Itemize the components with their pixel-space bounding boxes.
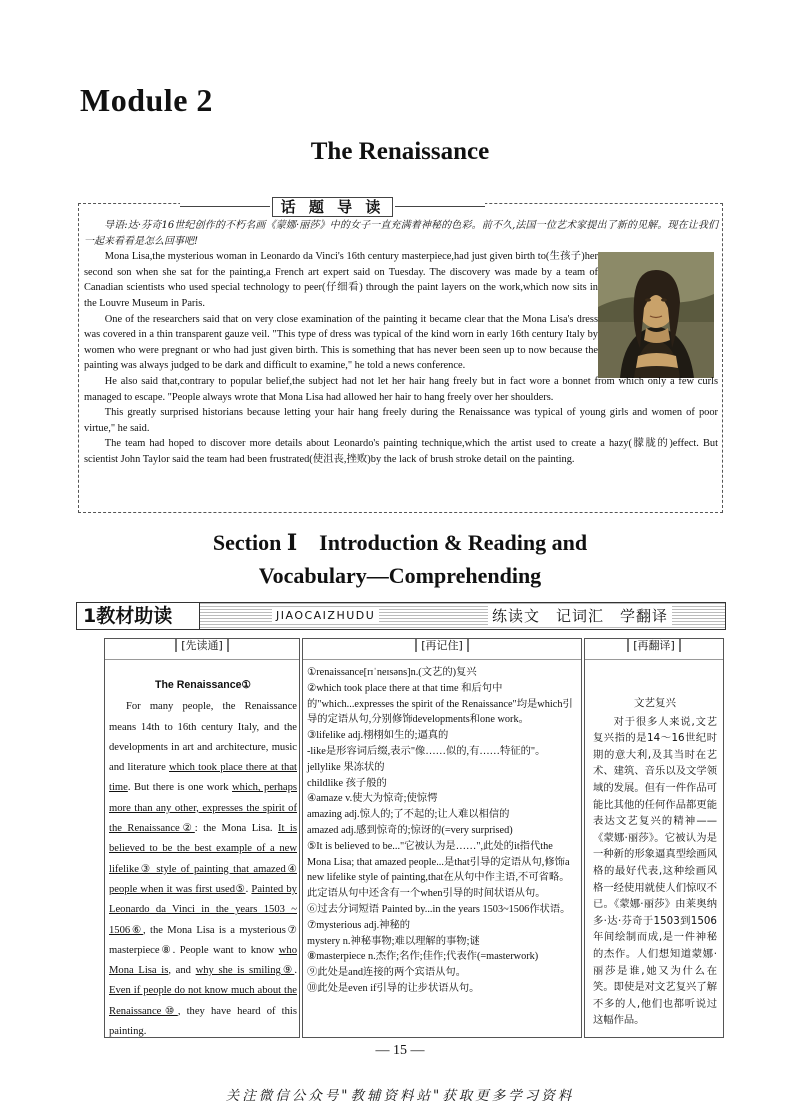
underlined-phrase: which took place there at that time [109,762,297,794]
translation-text [593,695,717,1029]
note-item: ⑤It is believed to be..."它被认为是……",此处的it指代the Mona Lisa; that amazed people...是that引导的定语从句,修饰a new lifelike style of painting,that在从句中作主语,不可省略。此定语从句中还含有一个when引导的时间状语从句。 [307,840,570,900]
topic-paragraph: The team had hoped to discover more details about Leonardo's painting technique,which the artist used to create a hazy(朦胧的)effect. But scientist John Taylor said the team had been frustrated(使沮丧,挫败)by the lack of brush stroke detail on the painting. [84,438,718,465]
note-item: ①renaissance[rɪˈneɪsəns]n.(文艺的)复兴 [307,667,477,678]
reading-text-segment: . [245,883,252,895]
note-item: ③lifelike adj.栩栩如生的;逼真的 [307,730,449,742]
note-item: ⑦mysterious adj.神秘的 [307,919,411,931]
topic-paragraph: Mona Lisa,the mysterious woman in Leonardo da Vinci's 16th century masterpiece,had just given birth to(生孩子)her second son when she sat for the painting,a French art expert said on Tuesday. The discovery was made by a team of Canadian scientists who used special technology to peer(仔细看) through the paint layers on the work,which now sits in the Louvre Museum in Paris. [84,251,598,309]
translation-column [584,638,724,1038]
banner-pinyin: JIAOCAIZHUDU [272,609,379,622]
note-item: mystery n.神秘事物;难以理解的事物;谜 [307,935,480,947]
translation-column-header: [再翻译] [627,639,681,652]
reading-text-segment: , they have heard of this painting. [109,1005,297,1038]
reading-text-segment: , and [168,965,196,977]
note-item: -like是形容词后缀,表示"像……似的,有……特征的"。 [307,745,546,757]
note-item: ⑨此处是and连接的两个宾语从句。 [307,967,467,979]
topic-intro-header-label: 话 题 导 读 [272,197,394,217]
footer-note: 关注微信公众号"教辅资料站"获取更多学习资料 [225,1088,575,1104]
underlined-phrase: Painted by Leonardo da Vinci in the years 1503 ~ 1506⑥ [109,883,297,936]
topic-paragraph: This greatly surprised historians because letting your hair hang freely during the Renaissance was typical of young girls and women of poor virtue," he said. [84,407,718,434]
topic-intro-header [180,196,485,218]
topic-paragraph: One of the researchers said that on very close examination of the painting it became clear that the Mona Lisa's dress was covered in a thin transparent gauze veil. "This type of dress was typical of the kind worn in early 16th century Italy by women who were pregnant or who had just given birth. This is something that has never been seen up to now because the painting was always judged to be dark and difficult to examine," he told a news conference. [84,313,598,372]
topic-intro-lead: 导语:达·芬奇16世纪创作的不朽名画《蒙娜·丽莎》中的女子一直充满着神秘的色彩。前不久,法国一位艺术家提出了新的见解。现在让我们一起来看看是怎么回事吧! [84,220,718,247]
note-item: ⑥过去分词短语 Painted by...in the years 1503~1506作状语。 [307,903,571,915]
underlined-phrase: why she is smiling⑨ [195,965,295,977]
note-item: ⑩此处是even if引导的让步状语从句。 [307,982,480,994]
note-item: childlike 孩子般的 [307,777,387,789]
underlined-phrase: which, perhaps more than any other, expresses the spirit of the Renaissance② [109,782,297,835]
page-number: — 15 — [375,1043,425,1058]
reading-passage [109,675,297,1042]
notes-column-header: [再记住] [415,639,469,652]
notes-column [302,638,582,1038]
reading-text-segment: , the Mona Lisa is a mysterious⑦ masterpiece⑧. People want to know [109,924,297,956]
note-item: amazed adj.感到惊奇的;惊讶的(=very surprised) [307,824,513,836]
reading-column-header: [先读通] [175,639,229,652]
note-item: amazing adj.惊人的;了不起的;让人难以相信的 [307,809,510,821]
underlined-phrase: It is believed to be the best example of a new lifelike③ style of painting that amazed④ people when it was first used⑤ [109,823,297,895]
reading-text-segment: . But there is one work [127,782,233,794]
reading-text-segment: . [294,965,297,977]
section-subtitle: Vocabulary—Comprehending [258,563,542,588]
module-title: Module 2 [80,82,213,118]
note-item: ⑧masterpiece n.杰作;名作;佳作;代表作(=masterwork) [307,951,539,963]
section-title: Section Ⅰ Introduction & Reading and [212,530,588,555]
underlined-phrase: Even if people do not know much about the Renaissance⑩ [109,985,297,1017]
translation-body: 对于很多人来说,文艺复兴指的是14～16世纪时期的意大利,及其当时在艺术、建筑、音乐以及文学领域的发展。但有一件作品可能比其他的任何作品都更能表达文艺复兴的精神——《蒙娜·丽莎》。它被认为是一种新的形象逼真型绘画风格的最好代表,这种绘画风格一经使用就使人们惊叹不已。《蒙娜·丽莎》由莱奥纳多·达·芬奇于1503到1506年间绘制而成,是一件神秘的杰作。人们想知道蒙娜·丽莎是谁,她又为什么在笑。即使是对文艺复兴了解不多的人,他们也都听说过这幅作品。 [593,715,717,1027]
topic-intro-text [84,218,718,468]
reading-text-segment: For many people, the Renaissance means 14th to 16th century Italy, and the developments in art and architecture, music and literature [109,701,297,774]
translation-title: 文艺复兴 [634,697,676,709]
reading-text-segment: : the Mona Lisa. [194,823,279,835]
reading-column [104,638,300,1038]
module-subtitle: The Renaissance [310,138,490,165]
vocabulary-notes [307,665,579,997]
underlined-phrase: who Mona Lisa is [109,944,297,977]
note-item: ④amaze v.使大为惊奇;使惊愕 [307,793,438,805]
note-item: jellylike 果冻状的 [307,761,385,773]
banner-title: 1教材助读 [77,603,200,629]
reading-title: The Renaissance① [154,679,252,691]
topic-paragraph: He also said that,contrary to popular belief,the subject had not let her hair hang freely but in fact wore a bonnet from which only a few curls managed to escape. "People always wrote that Mona Lisa had allowed her hair to hang freely over her shoulders. [84,375,718,403]
banner-tagline: 练读文 记词汇 学翻译 [488,605,672,626]
note-item: ②which took place there at that time 和后句中的"which...expresses the spirit of the Renaissance"均是which引导的定语从句,分别修饰developments和one work。 [307,682,573,726]
reading-body [109,697,297,1042]
